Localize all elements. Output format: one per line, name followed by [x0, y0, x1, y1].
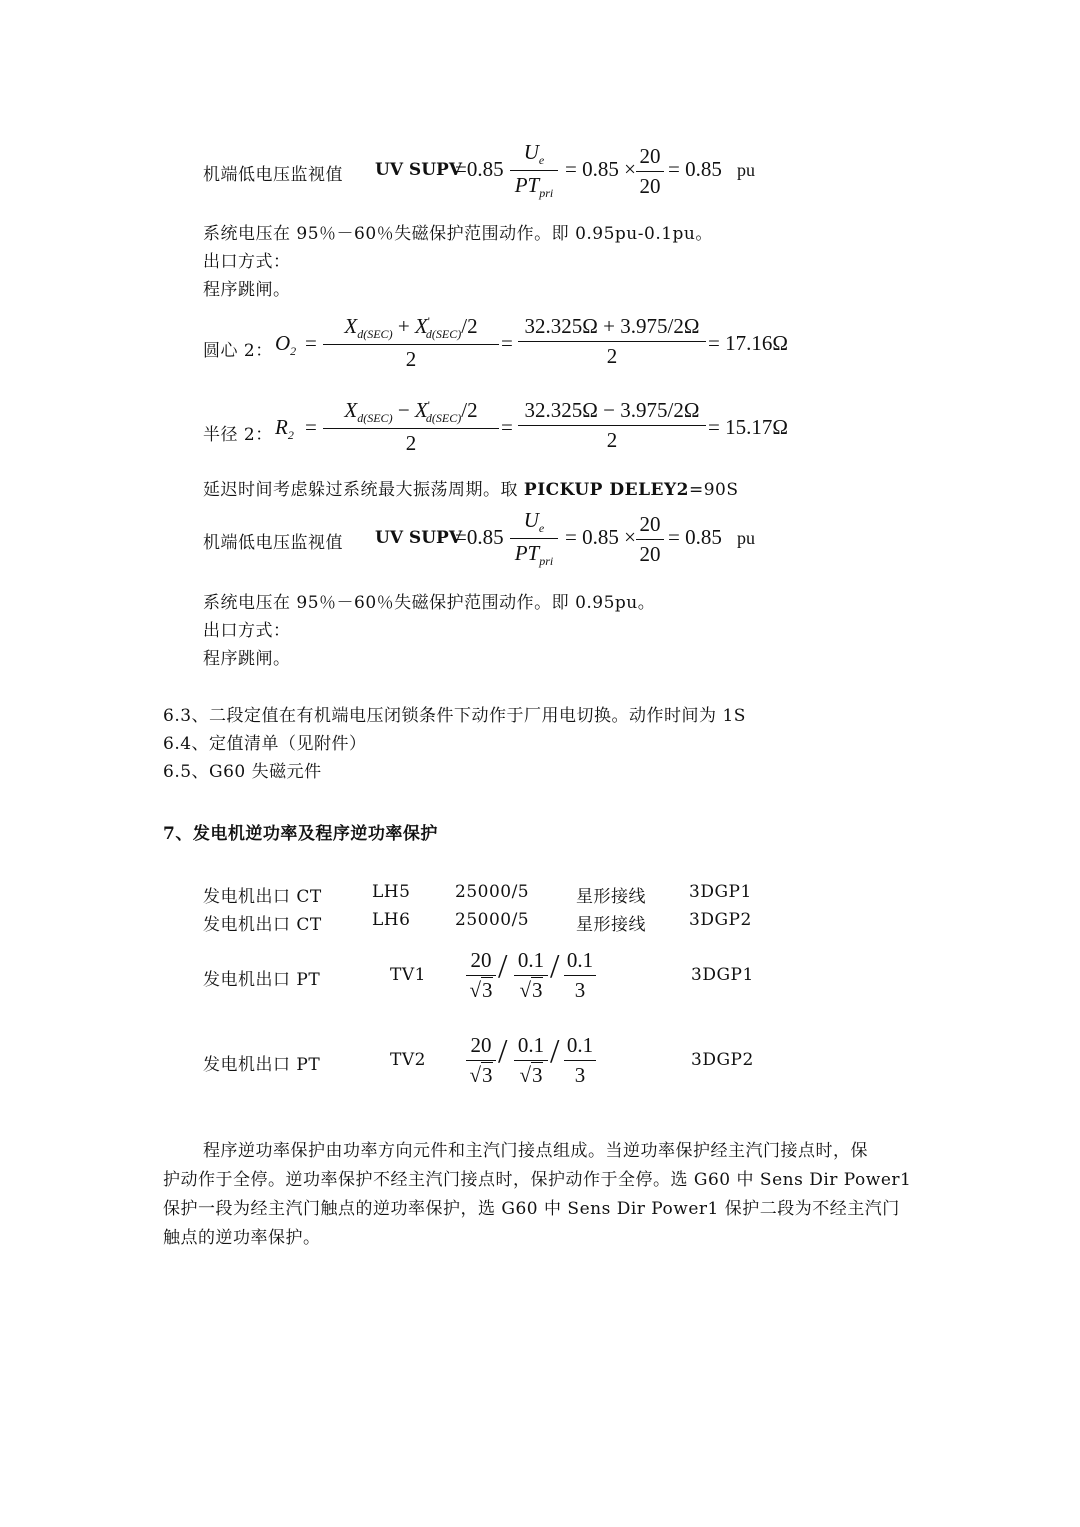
item-6-3: 6.3、二段定值在有机端电压闭锁条件下动作于厂用电切换。动作时间为 1S [163, 706, 746, 726]
ct-name: 发电机出口 CT [203, 915, 322, 935]
uv-mid-2: = 0.85 × [565, 525, 636, 549]
uv-unit-2: pu [737, 528, 755, 548]
ct-connection: 星形接线 [576, 915, 646, 935]
uv-result-2: = 0.85 [668, 525, 722, 549]
item-6-4: 6.4、定值清单（见附件） [163, 734, 367, 754]
radius-result: = 15.17Ω [708, 415, 788, 439]
ct-connection: 星形接线 [576, 887, 646, 907]
radius-symbolic-fraction: $X_{d(SEC)} - X'_{d(SEC)}/2$ 2 [323, 398, 499, 456]
radius-eq2: = [501, 415, 513, 439]
paragraph-line: 护动作于全停。逆功率保护不经主汽门接点时，保护动作于全停。选 G60 中 Sens Dir Power1 [163, 1170, 912, 1190]
ct-device: 3DGP2 [689, 910, 752, 930]
paragraph-line: 程序逆功率保护由功率方向元件和主汽门接点组成。当逆功率保护经主汽门接点时，保 [203, 1141, 868, 1161]
exit-mode-label-2: 出口方式： [203, 621, 291, 641]
ct-ratio: 25000/5 [455, 910, 530, 930]
pt-ratio-tertiary: 0.1 3 [564, 948, 596, 1003]
uv-fraction-2: $U_e$ $PT_{pri}$ [510, 508, 558, 569]
delay-line: 延迟时间考虑躲过系统最大振荡周期。取 PICKUP DELEY2=90S [203, 480, 739, 500]
paragraph-line: 触点的逆功率保护。 [163, 1228, 321, 1248]
uv-label: 机端低电压监视值 [203, 165, 343, 185]
ct-ratio: 25000/5 [455, 882, 530, 902]
center-numeric-fraction: 32.325Ω + 3.975/2Ω 2 [518, 314, 706, 369]
pt-ratio-primary: 20 √3 [466, 948, 496, 1003]
radius-label: 半径 2： [203, 425, 273, 445]
paragraph-line: 保护一段为经主汽门触点的逆功率保护，选 G60 中 Sens Dir Power1 保护二段为不经主汽门 [163, 1199, 900, 1219]
range-text-2: 系统电压在 95％－60％失磁保护范围动作。即 0.95pu。 [203, 593, 656, 613]
pt-device: 3DGP1 [691, 965, 754, 985]
section-7-heading: 7、发电机逆功率及程序逆功率保护 [163, 824, 438, 844]
radius-eq: = [305, 415, 317, 439]
item-6-5: 6.5、G60 失磁元件 [163, 762, 322, 782]
ct-id: LH5 [372, 882, 411, 902]
exit-mode-value-2: 程序跳闸。 [203, 649, 291, 669]
pt-name: 发电机出口 PT [203, 1055, 321, 1075]
radius-lhs: $R_2$ [275, 415, 294, 443]
uv-result: = 0.85 [668, 157, 722, 181]
center-symbolic-fraction: $X_{d(SEC)} + X'_{d(SEC)}/2$ 2 [323, 314, 499, 372]
ct-name: 发电机出口 CT [203, 887, 322, 907]
pt-device: 3DGP2 [691, 1050, 754, 1070]
pt-ratio-primary: 20 √3 [466, 1033, 496, 1088]
pt-name: 发电机出口 PT [203, 970, 321, 990]
ct-id: LH6 [372, 910, 411, 930]
center-lhs: $O_2$ [275, 331, 297, 359]
range-text-1: 系统电压在 95％－60％失磁保护范围动作。即 0.95pu-0.1pu。 [203, 224, 713, 244]
uv-mid: = 0.85 × [565, 157, 636, 181]
uv-unit: pu [737, 160, 755, 180]
center-label: 圆心 2： [203, 341, 273, 361]
uv-key-2: UV SUPV [375, 528, 463, 548]
exit-mode-value-1: 程序跳闸。 [203, 280, 291, 300]
pt-ratio-secondary: 0.1 √3 [514, 948, 548, 1003]
center-eq: = [305, 331, 317, 355]
ct-device: 3DGP1 [689, 882, 752, 902]
uv-ratio: 20 20 [636, 144, 664, 199]
uv-label-2: 机端低电压监视值 [203, 533, 343, 553]
uv-eq: =0.85 [455, 157, 504, 181]
pt-ratio-tertiary: 0.1 3 [564, 1033, 596, 1088]
uv-key: UV SUPV [375, 160, 463, 180]
uv-fraction: $U_e$ $PT_{pri}$ [510, 140, 558, 201]
pt-id: TV2 [390, 1050, 426, 1070]
pt-ratio-secondary: 0.1 √3 [514, 1033, 548, 1088]
pt-id: TV1 [390, 965, 426, 985]
center-eq2: = [501, 331, 513, 355]
radius-numeric-fraction: 32.325Ω − 3.975/2Ω 2 [518, 398, 706, 453]
center-result: = 17.16Ω [708, 331, 788, 355]
uv-ratio-2: 20 20 [636, 512, 664, 567]
exit-mode-label-1: 出口方式： [203, 252, 291, 272]
uv-eq-2: =0.85 [455, 525, 504, 549]
